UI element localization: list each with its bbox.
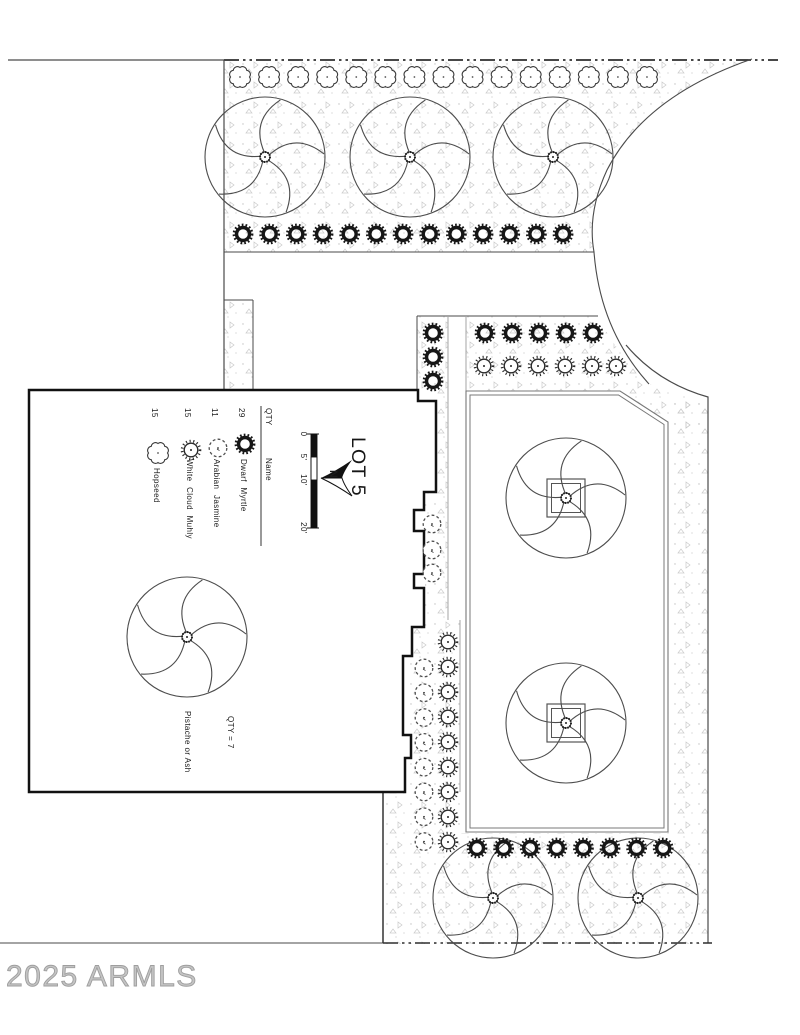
qty-value: 29 bbox=[237, 408, 246, 418]
north-arrow-label: N bbox=[327, 470, 339, 478]
jasmine-instance bbox=[423, 541, 441, 559]
qty-header: QTY bbox=[264, 408, 273, 426]
armls-watermark: 2025 ARMLS bbox=[6, 960, 198, 993]
scale-tick-20: 20' bbox=[299, 522, 308, 534]
side-walkway bbox=[448, 317, 466, 620]
name-header: Name bbox=[264, 458, 273, 481]
lot-title: LOT 5 bbox=[347, 437, 369, 497]
scale-tick-10: 10' bbox=[299, 474, 308, 486]
tree-species-note: Pistache or Ash bbox=[183, 711, 192, 773]
jasmine-instance bbox=[415, 709, 433, 727]
scale-tick-0: 0 bbox=[299, 431, 308, 437]
qty-value: 15 bbox=[183, 408, 192, 418]
jasmine-instance bbox=[423, 564, 441, 582]
jasmine-instance bbox=[415, 833, 433, 851]
plant-name: Hopseed bbox=[152, 468, 161, 503]
jasmine-instance bbox=[415, 758, 433, 776]
plant-name: Dwarf Myrtle bbox=[239, 459, 248, 512]
jasmine-instance bbox=[415, 659, 433, 677]
plant-name: White Cloud Muhly bbox=[185, 459, 194, 539]
scale-tick-5: 5' bbox=[299, 453, 308, 461]
tree-qty-note: QTY = 7 bbox=[226, 716, 235, 749]
jasmine-instance bbox=[415, 808, 433, 826]
jasmine-instance bbox=[415, 734, 433, 752]
jasmine-instance bbox=[415, 684, 433, 702]
plant-name: Arabian Jasmine bbox=[212, 459, 221, 528]
qty-value: 15 bbox=[150, 408, 159, 418]
qty-value: 11 bbox=[210, 408, 219, 418]
side-walkway-lower bbox=[460, 620, 466, 792]
jasmine-instance bbox=[423, 515, 441, 533]
jasmine-instance bbox=[415, 783, 433, 801]
patio-outline bbox=[466, 391, 668, 832]
